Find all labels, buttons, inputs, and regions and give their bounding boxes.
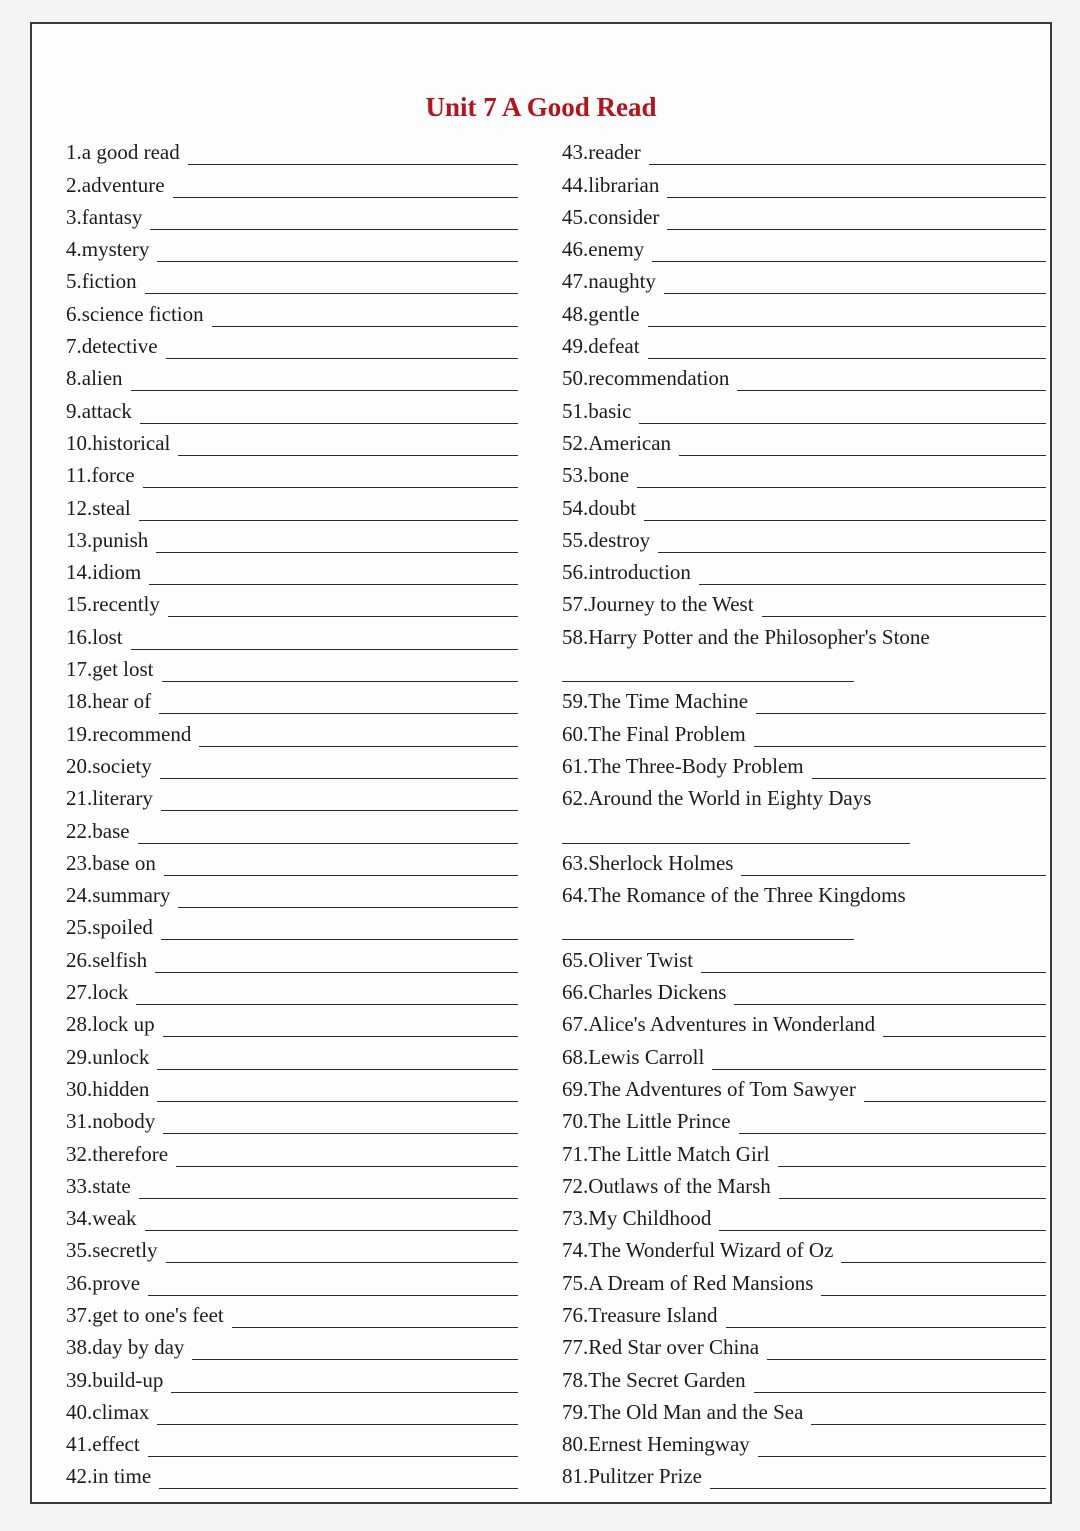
vocab-term: 42.in time [66,1464,152,1489]
answer-blank[interactable] [741,875,1046,876]
answer-blank[interactable] [710,1488,1046,1489]
answer-blank[interactable] [159,1488,518,1489]
vocab-item [562,556,1046,588]
vocab-item [66,1266,518,1298]
vocab-item [66,943,518,975]
answer-blank[interactable] [139,520,518,521]
vocab-item [562,394,1046,426]
answer-blank[interactable] [658,552,1046,553]
vocab-item [562,524,1046,556]
vocab-term: 23.base on [66,850,156,875]
vocab-item [562,1331,1046,1363]
vocab-term: 30.hidden [66,1076,150,1101]
answer-blank[interactable] [739,1133,1046,1134]
vocab-term: 22.base [66,818,130,843]
answer-blank[interactable] [726,1327,1046,1328]
vocab-term: 41.effect [66,1432,140,1457]
vocab-item [562,201,1046,233]
answer-blank[interactable] [157,1424,518,1425]
vocab-item [562,943,1046,975]
vocab-term: 62.Around the World in Eighty Days [562,786,872,811]
answer-blank[interactable] [160,778,518,779]
vocab-item [562,879,1046,911]
vocab-item [562,1073,1046,1105]
vocab-item [562,1105,1046,1137]
answer-blank[interactable] [699,584,1046,585]
vocab-term: 28.lock up [66,1012,155,1037]
vocab-item [66,1040,518,1072]
answer-blank[interactable] [188,164,518,165]
vocab-item [562,782,1046,814]
answer-blank[interactable] [145,1230,518,1231]
answer-blank[interactable] [841,1262,1046,1263]
answer-blank[interactable] [737,390,1046,391]
vocab-term: 1.a good read [66,140,180,165]
answer-blank[interactable] [136,1004,518,1005]
answer-blank[interactable] [667,229,1046,230]
vocab-term: 32.therefore [66,1141,169,1166]
answer-blank[interactable] [664,293,1046,294]
vocab-item [66,168,518,200]
vocab-item [562,1460,1046,1492]
answer-blank[interactable] [161,810,518,811]
answer-blank[interactable] [178,455,518,456]
vocab-term: 58.Harry Potter and the Philosopher's Stone [562,624,930,649]
answer-blank[interactable] [157,1101,518,1102]
vocab-item [562,847,1046,879]
answer-blank[interactable] [754,1392,1046,1393]
vocab-term: 20.society [66,753,152,778]
answer-blank[interactable] [171,1392,518,1393]
answer-blank[interactable] [701,972,1046,973]
vocab-term: 67.Alice's Adventures in Wonderland [562,1012,876,1037]
vocab-term: 9.attack [66,398,132,423]
vocab-item [562,1428,1046,1460]
answer-blank[interactable] [178,907,518,908]
vocab-term: 21.literary [66,786,153,811]
vocab-term: 60.The Final Problem [562,721,746,746]
answer-blank[interactable] [644,520,1046,521]
answer-blank[interactable] [140,423,518,424]
answer-blank[interactable] [652,261,1046,262]
vocab-term: 59.The Time Machine [562,689,749,714]
vocab-term: 25.spoiled [66,915,153,940]
answer-blank[interactable] [212,326,518,327]
vocab-item [66,233,518,265]
vocab-item [66,330,518,362]
vocab-term: 65.Oliver Twist [562,947,694,972]
vocab-term: 81.Pulitzer Prize [562,1464,702,1489]
vocab-item [66,556,518,588]
answer-line-row [562,814,1046,846]
vocab-item [562,491,1046,523]
vocab-term: 36.prove [66,1270,141,1295]
answer-blank[interactable] [639,423,1046,424]
answer-blank[interactable] [648,326,1046,327]
vocab-item [66,750,518,782]
vocab-term: 4.mystery [66,237,150,262]
vocab-item [66,1105,518,1137]
vocab-term: 57.Journey to the West [562,592,754,617]
vocab-item [66,1363,518,1395]
vocab-item [562,1040,1046,1072]
vocab-item [562,233,1046,265]
answer-blank[interactable] [139,1198,518,1199]
answer-blank[interactable] [767,1359,1046,1360]
vocab-item [66,620,518,652]
vocab-term: 16.lost [66,624,123,649]
vocab-term: 7.detective [66,334,158,359]
vocab-term: 10.historical [66,430,171,455]
answer-blank[interactable] [864,1101,1046,1102]
answer-blank[interactable] [679,455,1046,456]
vocab-item [66,1234,518,1266]
vocab-term: 73.My Childhood [562,1206,712,1231]
vocab-item [66,1396,518,1428]
vocab-item [66,1460,518,1492]
vocab-term: 8.alien [66,366,123,391]
vocab-item [66,814,518,846]
vocab-term: 45.consider [562,204,660,229]
vocab-item [66,879,518,911]
vocab-item [66,1073,518,1105]
answer-blank[interactable] [143,487,518,488]
vocab-item [66,911,518,943]
vocab-item [562,265,1046,297]
answer-blank[interactable] [712,1069,1046,1070]
vocab-item [562,1266,1046,1298]
vocab-term: 49.defeat [562,334,640,359]
answer-blank[interactable] [756,713,1046,714]
vocab-term: 55.destroy [562,527,651,552]
answer-blank[interactable] [762,616,1046,617]
vocab-item [562,136,1046,168]
vocab-term: 48.gentle [562,301,640,326]
vocab-term: 11.force [66,463,135,488]
vocab-term: 13.punish [66,527,149,552]
vocab-term: 24.summary [66,883,171,908]
vocab-term: 77.Red Star over China [562,1335,760,1360]
vocab-item [66,491,518,523]
vocab-item [66,265,518,297]
answer-blank[interactable] [648,358,1046,359]
answer-blank[interactable] [131,390,518,391]
vocab-term: 37.get to one's feet [66,1302,224,1327]
answer-blank[interactable] [562,681,854,682]
answer-blank[interactable] [164,875,518,876]
vocab-item [562,1234,1046,1266]
vocab-item [66,394,518,426]
vocab-term: 51.basic [562,398,632,423]
vocab-item [562,620,1046,652]
vocab-term: 44.librarian [562,172,660,197]
vocab-term: 35.secretly [66,1238,158,1263]
vocab-item [562,1299,1046,1331]
worksheet-page [30,22,1052,1504]
vocab-item [66,362,518,394]
vocab-item [66,1008,518,1040]
vocab-term: 15.recently [66,592,160,617]
vocab-term: 69.The Adventures of Tom Sawyer [562,1076,856,1101]
vocab-item [66,1299,518,1331]
answer-blank[interactable] [166,1262,518,1263]
answer-blank[interactable] [192,1359,518,1360]
vocab-term: 19.recommend [66,721,192,746]
answer-blank[interactable] [637,487,1046,488]
vocab-item [66,1170,518,1202]
page-title: Unit 7 A Good Read [425,92,657,122]
answer-blank[interactable] [562,939,854,940]
answer-blank[interactable] [131,649,518,650]
vocab-term: 50.recommendation [562,366,730,391]
vocab-item [66,297,518,329]
vocab-item [66,201,518,233]
answer-blank[interactable] [166,358,518,359]
vocab-item [562,750,1046,782]
vocab-term: 63.Sherlock Holmes [562,850,734,875]
vocab-term: 33.state [66,1173,131,1198]
vocab-item [562,717,1046,749]
vocab-item [562,1170,1046,1202]
vocab-item [562,685,1046,717]
vocab-item [66,427,518,459]
vocab-item [66,1137,518,1169]
vocab-item [66,1331,518,1363]
answer-blank[interactable] [667,197,1046,198]
vocab-term: 72.Outlaws of the Marsh [562,1173,771,1198]
vocab-term: 66.Charles Dickens [562,980,727,1005]
answer-blank[interactable] [148,1295,518,1296]
vocab-term: 34.weak [66,1206,137,1231]
vocab-term: 54.doubt [562,495,637,520]
answer-blank[interactable] [778,1166,1046,1167]
answer-blank[interactable] [159,713,518,714]
vocab-term: 31.nobody [66,1109,156,1134]
vocab-term: 14.idiom [66,560,142,585]
answer-blank[interactable] [156,552,518,553]
vocab-term: 47.naughty [562,269,656,294]
answer-line-row [562,911,1046,943]
vocab-item [66,847,518,879]
answer-blank[interactable] [649,164,1046,165]
vocab-term: 43.reader [562,140,641,165]
vocab-item [562,459,1046,491]
vocab-term: 26.selfish [66,947,148,972]
answer-blank[interactable] [157,1069,518,1070]
answer-blank[interactable] [176,1166,518,1167]
vocab-term: 5.fiction [66,269,137,294]
vocab-term: 52.American [562,430,672,455]
answer-blank[interactable] [719,1230,1046,1231]
vocab-item [562,427,1046,459]
answer-blank[interactable] [883,1036,1046,1037]
answer-line-row [562,653,1046,685]
vocab-item [66,685,518,717]
vocab-term: 71.The Little Match Girl [562,1141,770,1166]
vocab-item [66,717,518,749]
vocab-item [66,1428,518,1460]
vocab-term: 76.Treasure Island [562,1302,718,1327]
vocab-term: 80.Ernest Hemingway [562,1432,750,1457]
vocab-term: 74.The Wonderful Wizard of Oz [562,1238,834,1263]
vocab-term: 27.lock [66,980,129,1005]
vocab-item [562,976,1046,1008]
answer-blank[interactable] [149,584,518,585]
answer-blank[interactable] [163,1036,518,1037]
vocab-term: 68.Lewis Carroll [562,1044,705,1069]
vocab-item [66,653,518,685]
vocab-term: 46.enemy [562,237,645,262]
vocab-term: 39.build-up [66,1367,164,1392]
vocab-term: 2.adventure [66,172,165,197]
answer-blank[interactable] [168,616,518,617]
answer-blank[interactable] [821,1295,1046,1296]
answer-blank[interactable] [811,1424,1046,1425]
answer-blank[interactable] [162,681,518,682]
answer-blank[interactable] [145,293,518,294]
vocab-item [562,1396,1046,1428]
vocab-term: 29.unlock [66,1044,150,1069]
answer-blank[interactable] [148,1456,518,1457]
vocab-term: 38.day by day [66,1335,185,1360]
answer-blank[interactable] [754,746,1046,747]
answer-blank[interactable] [232,1327,518,1328]
vocab-term: 70.The Little Prince [562,1109,731,1134]
vocab-item [562,588,1046,620]
answer-blank[interactable] [734,1004,1046,1005]
vocab-term: 6.science fiction [66,301,204,326]
vocab-item [562,330,1046,362]
vocab-item [66,588,518,620]
vocab-item [562,1008,1046,1040]
answer-blank[interactable] [150,229,518,230]
vocab-item [66,782,518,814]
vocab-item [562,1137,1046,1169]
vocab-term: 79.The Old Man and the Sea [562,1399,804,1424]
answer-blank[interactable] [812,778,1046,779]
vocab-term: 12.steal [66,495,131,520]
vocab-item [66,524,518,556]
vocab-item [562,1363,1046,1395]
vocab-term: 53.bone [562,463,630,488]
vocab-term: 56.introduction [562,560,691,585]
left-column [66,136,518,1492]
vocab-item [562,297,1046,329]
right-column [562,136,1046,1492]
vocab-item [562,1202,1046,1234]
answer-blank[interactable] [173,197,518,198]
vocab-term: 18.hear of [66,689,152,714]
vocab-item [66,1202,518,1234]
answer-blank[interactable] [199,746,518,747]
vocab-term: 64.The Romance of the Three Kingdoms [562,883,906,908]
vocab-item [562,168,1046,200]
vocab-term: 17.get lost [66,657,154,682]
vocab-item [562,362,1046,394]
answer-blank[interactable] [758,1456,1046,1457]
answer-blank[interactable] [157,261,518,262]
vocab-item [66,976,518,1008]
vocab-item [66,459,518,491]
vocab-term: 78.The Secret Garden [562,1367,746,1392]
vocab-item [66,136,518,168]
vocab-term: 75.A Dream of Red Mansions [562,1270,814,1295]
answer-blank[interactable] [562,843,910,844]
answer-blank[interactable] [779,1198,1046,1199]
answer-blank[interactable] [155,972,518,973]
answer-blank[interactable] [161,939,518,940]
answer-blank[interactable] [138,843,518,844]
vocab-term: 3.fantasy [66,204,143,229]
vocab-term: 61.The Three-Body Problem [562,753,804,778]
answer-blank[interactable] [163,1133,518,1134]
vocab-term: 40.climax [66,1399,150,1424]
